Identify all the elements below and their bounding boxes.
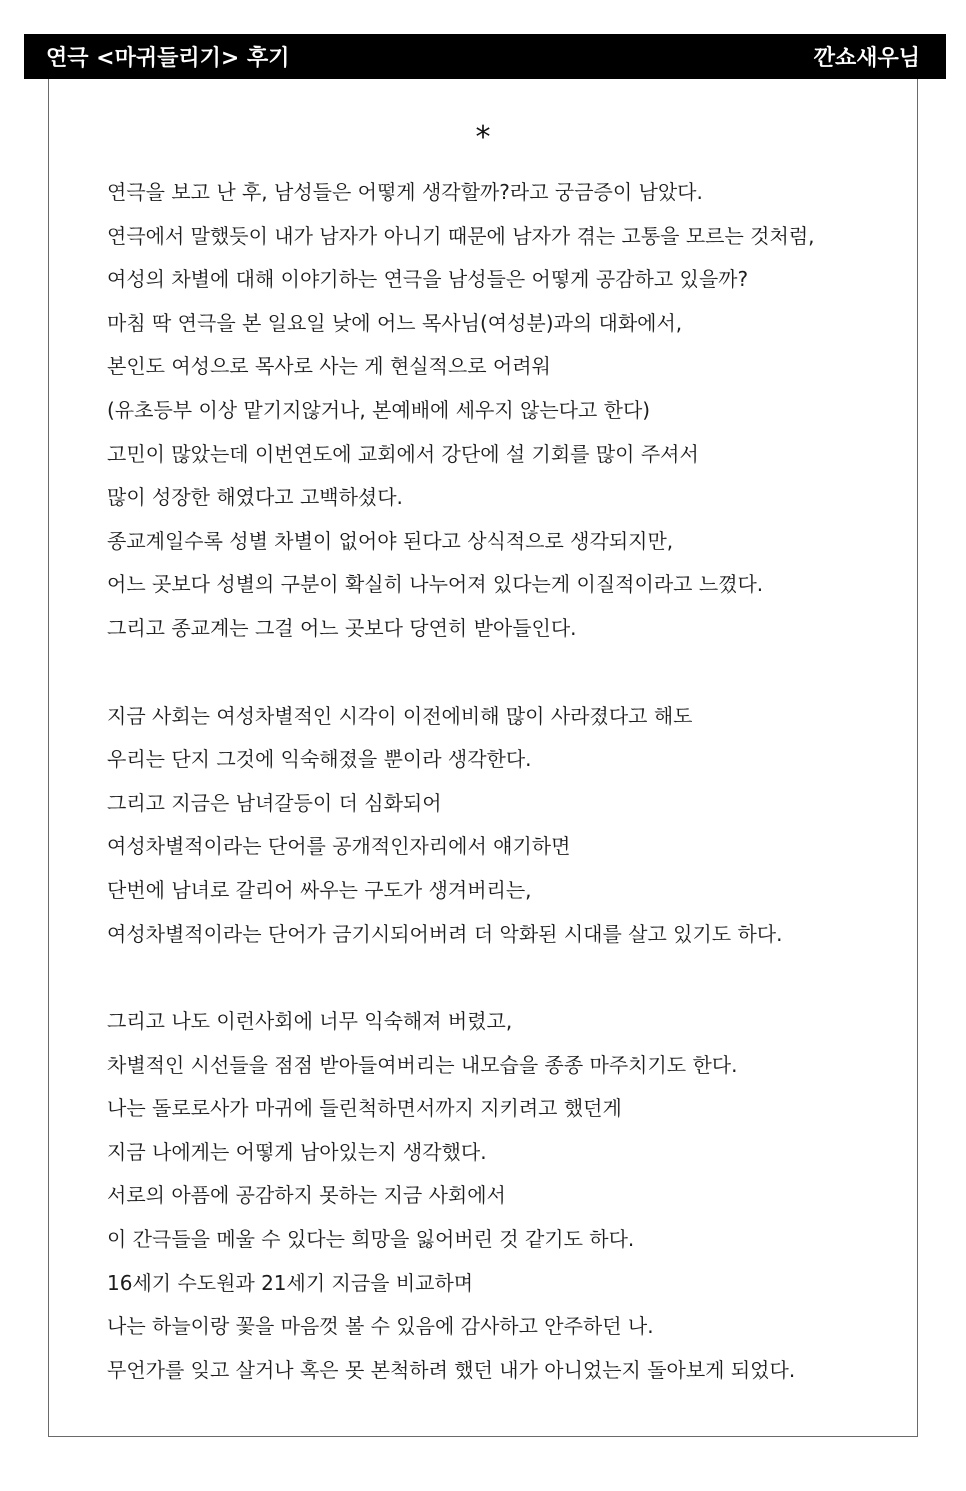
text-line: 많이 성장한 해였다고 고백하셨다. [107,485,403,510]
text-line: 우리는 단지 그것에 익숙해졌을 뿐이라 생각한다. [107,747,532,772]
text-line: 단번에 남녀로 갈리어 싸우는 구도가 생겨버리는, [107,877,532,902]
text-line: 여성의 차별에 대해 이야기하는 연극을 남성들은 어떻게 공감하고 있을까? [107,267,749,292]
paragraph-1 [107,171,907,651]
paragraph-3 [107,1000,907,1392]
text-line: 본인도 여성으로 목사로 사는 게 현실적으로 어려워 [107,354,551,379]
text-line: (유초등부 이상 맡기지않거나, 본예배에 세우지 않는다고 한다) [107,397,651,422]
text-line: 여성차별적이라는 단어를 공개적인자리에서 얘기하면 [107,834,571,859]
text-line: 차별적인 시선들을 점점 받아들여버리는 내모습을 종종 마주치기도 한다. [107,1052,738,1077]
text-line: 여성차별적이라는 단어가 금기시되어버려 더 악화된 시대를 살고 있기도 하다. [107,921,783,946]
page-title: 연극 <마귀들리기> 후기 [46,46,290,71]
text-line: 무언가를 잊고 살거나 혹은 못 본척하려 했던 내가 아니었는지 돌아보게 되었다. [107,1357,796,1382]
text-line: 고민이 많았는데 이번연도에 교회에서 강단에 설 기회를 많이 주셔서 [107,441,699,466]
text-line: 그리고 지금은 남녀갈등이 더 심화되어 [107,790,442,815]
review-card [48,79,918,1437]
text-line: 연극에서 말했듯이 내가 남자가 아니기 때문에 남자가 겪는 고통을 모르는 것처럼, [107,223,815,248]
text-line: 어느 곳보다 성별의 구분이 확실히 나누어져 있다는게 이질적이라고 느꼈다. [107,572,764,597]
text-line: 나는 돌로로사가 마귀에 들린척하면서까지 지키려고 했던게 [107,1096,622,1121]
review-body [107,171,907,1392]
text-line: 지금 나에게는 어떻게 남아있는지 생각했다. [107,1139,487,1164]
text-line: 서로의 아픔에 공감하지 못하는 지금 사회에서 [107,1183,506,1208]
text-line: 나는 하늘이랑 꽃을 마음껏 볼 수 있음에 감사하고 안주하던 나. [107,1314,654,1339]
text-line: 연극을 보고 난 후, 남성들은 어떻게 생각할까?라고 궁금증이 남았다. [107,180,703,204]
header-bar [24,34,946,79]
text-line: 그리고 종교계는 그걸 어느 곳보다 당연히 받아들인다. [107,615,577,640]
text-line: 16세기 수도원과 21세기 지금을 비교하며 [107,1270,474,1295]
asterisk-divider: * [475,120,491,155]
paragraph-2 [107,695,907,957]
text-line: 마침 딱 연극을 본 일요일 낮에 어느 목사님(여성분)과의 대화에서, [107,310,683,335]
text-line: 이 간극들을 메울 수 있다는 희망을 잃어버린 것 같기도 하다. [107,1227,635,1252]
author-name: 깐쇼새우님 [813,46,920,71]
text-line: 그리고 나도 이런사회에 너무 익숙해져 버렸고, [107,1009,513,1034]
text-line: 종교계일수록 성별 차별이 없어야 된다고 상식적으로 생각되지만, [107,528,674,553]
text-line: 지금 사회는 여성차별적인 시각이 이전에비해 많이 사라졌다고 해도 [107,703,693,728]
